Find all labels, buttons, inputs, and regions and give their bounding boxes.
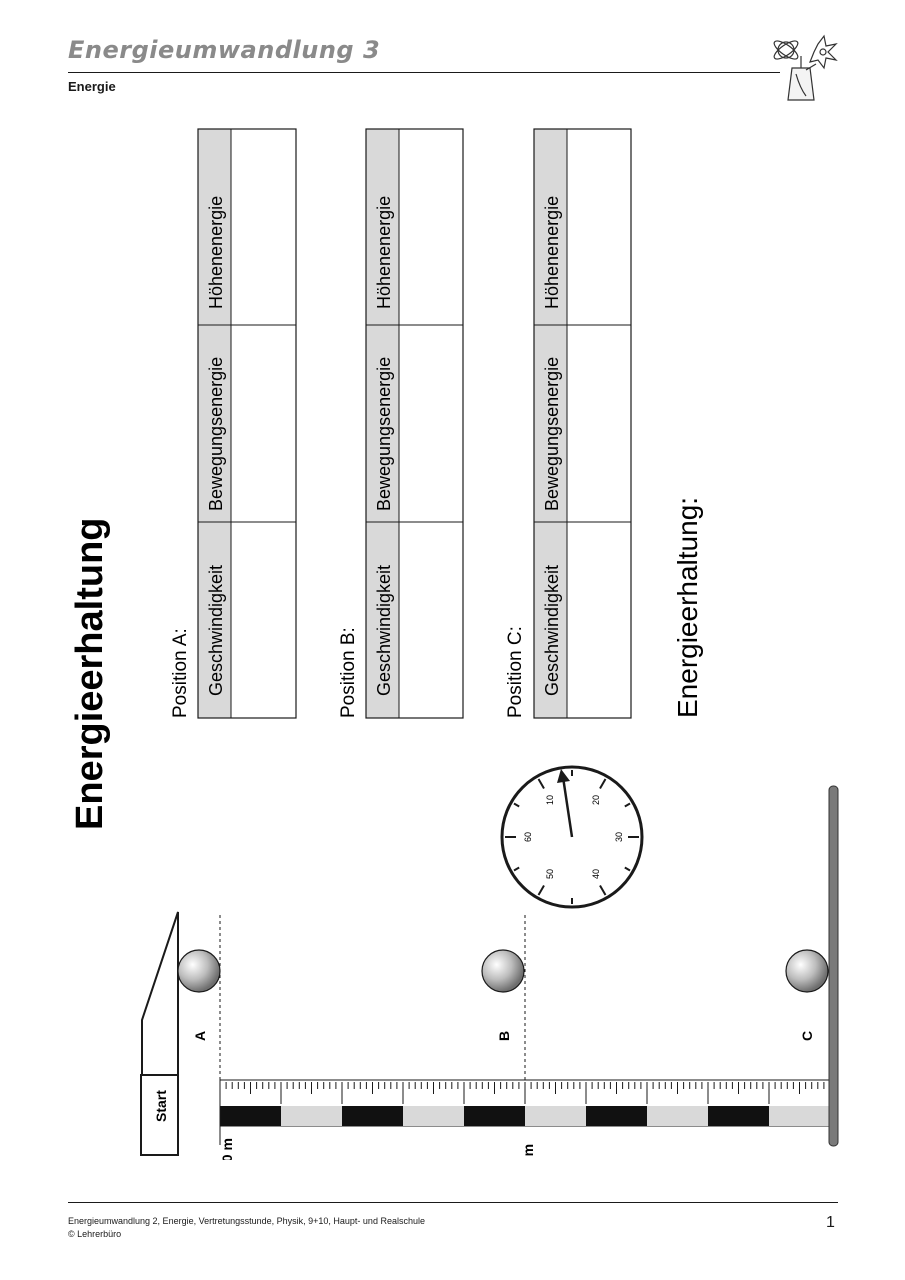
ruler-segment <box>342 1106 403 1126</box>
position-label-b: Position B: <box>338 627 359 718</box>
stopwatch-label: 60 <box>523 831 533 843</box>
column-header-speed: Geschwindigkeit <box>374 564 394 696</box>
position-table-c <box>505 129 631 718</box>
position-label-c: Position C: <box>505 626 526 718</box>
page-number: 1 <box>826 1214 835 1231</box>
height-label-5m: 5 m <box>520 1143 536 1160</box>
stopwatch-label: 40 <box>591 868 601 880</box>
point-label-b: B <box>496 1030 512 1041</box>
column-header-speed: Geschwindigkeit <box>206 564 226 696</box>
stopwatch-icon <box>502 767 642 907</box>
ruler-segment <box>769 1106 830 1126</box>
ball-b <box>482 950 524 992</box>
height-label-10m: 10 m <box>219 1138 235 1160</box>
footer-divider <box>68 1202 838 1203</box>
ruler-segment <box>220 1106 281 1126</box>
header-subtitle: Energie <box>68 79 116 94</box>
flower-logo-icon <box>766 34 846 106</box>
column-header-kinetic: Bewegungsenergie <box>206 356 226 511</box>
column-header-speed: Geschwindigkeit <box>542 564 562 696</box>
worksheet-title: Energieerhaltung <box>69 517 111 830</box>
stopwatch-label: 50 <box>545 868 555 880</box>
column-header-potential: Höhenenergie <box>542 195 562 309</box>
stopwatch-label: 30 <box>614 831 624 843</box>
header-divider <box>68 72 780 73</box>
conclusion-label: Energieerhaltung: <box>672 496 703 718</box>
position-table-b <box>338 129 463 718</box>
point-label-c: C <box>799 1030 815 1041</box>
stopwatch-label: 20 <box>591 794 601 806</box>
start-label: Start <box>153 1090 169 1122</box>
ruler-segment <box>464 1106 525 1126</box>
worksheet-canvas <box>0 100 905 1160</box>
footer-source: Energieumwandlung 2, Energie, Vertretungsstunde, Physik, 9+10, Haupt- und Realschule <box>68 1216 425 1226</box>
column-header-potential: Höhenenergie <box>374 195 394 309</box>
worksheet-area <box>0 100 905 1165</box>
position-label-a: Position A: <box>170 628 191 718</box>
stopwatch-label: 10 <box>545 794 555 806</box>
ground-bar <box>829 786 838 1146</box>
ball-a <box>178 950 220 992</box>
position-table-a <box>170 129 296 718</box>
ruler-segment <box>525 1106 586 1126</box>
height-ruler <box>220 1080 830 1126</box>
ruler-segment <box>281 1106 342 1126</box>
ruler-segment <box>708 1106 769 1126</box>
ruler-segment <box>586 1106 647 1126</box>
footer-copyright: © Lehrerbüro <box>68 1229 122 1239</box>
header-title: Energieumwandlung 3 <box>68 36 381 64</box>
start-ramp <box>141 912 178 1155</box>
column-header-kinetic: Bewegungsenergie <box>542 356 562 511</box>
point-label-a: A <box>192 1030 208 1041</box>
ruler-segment <box>403 1106 464 1126</box>
ruler-segment <box>647 1106 708 1126</box>
column-header-kinetic: Bewegungsenergie <box>374 356 394 511</box>
column-header-potential: Höhenenergie <box>206 195 226 309</box>
ball-c <box>786 950 828 992</box>
